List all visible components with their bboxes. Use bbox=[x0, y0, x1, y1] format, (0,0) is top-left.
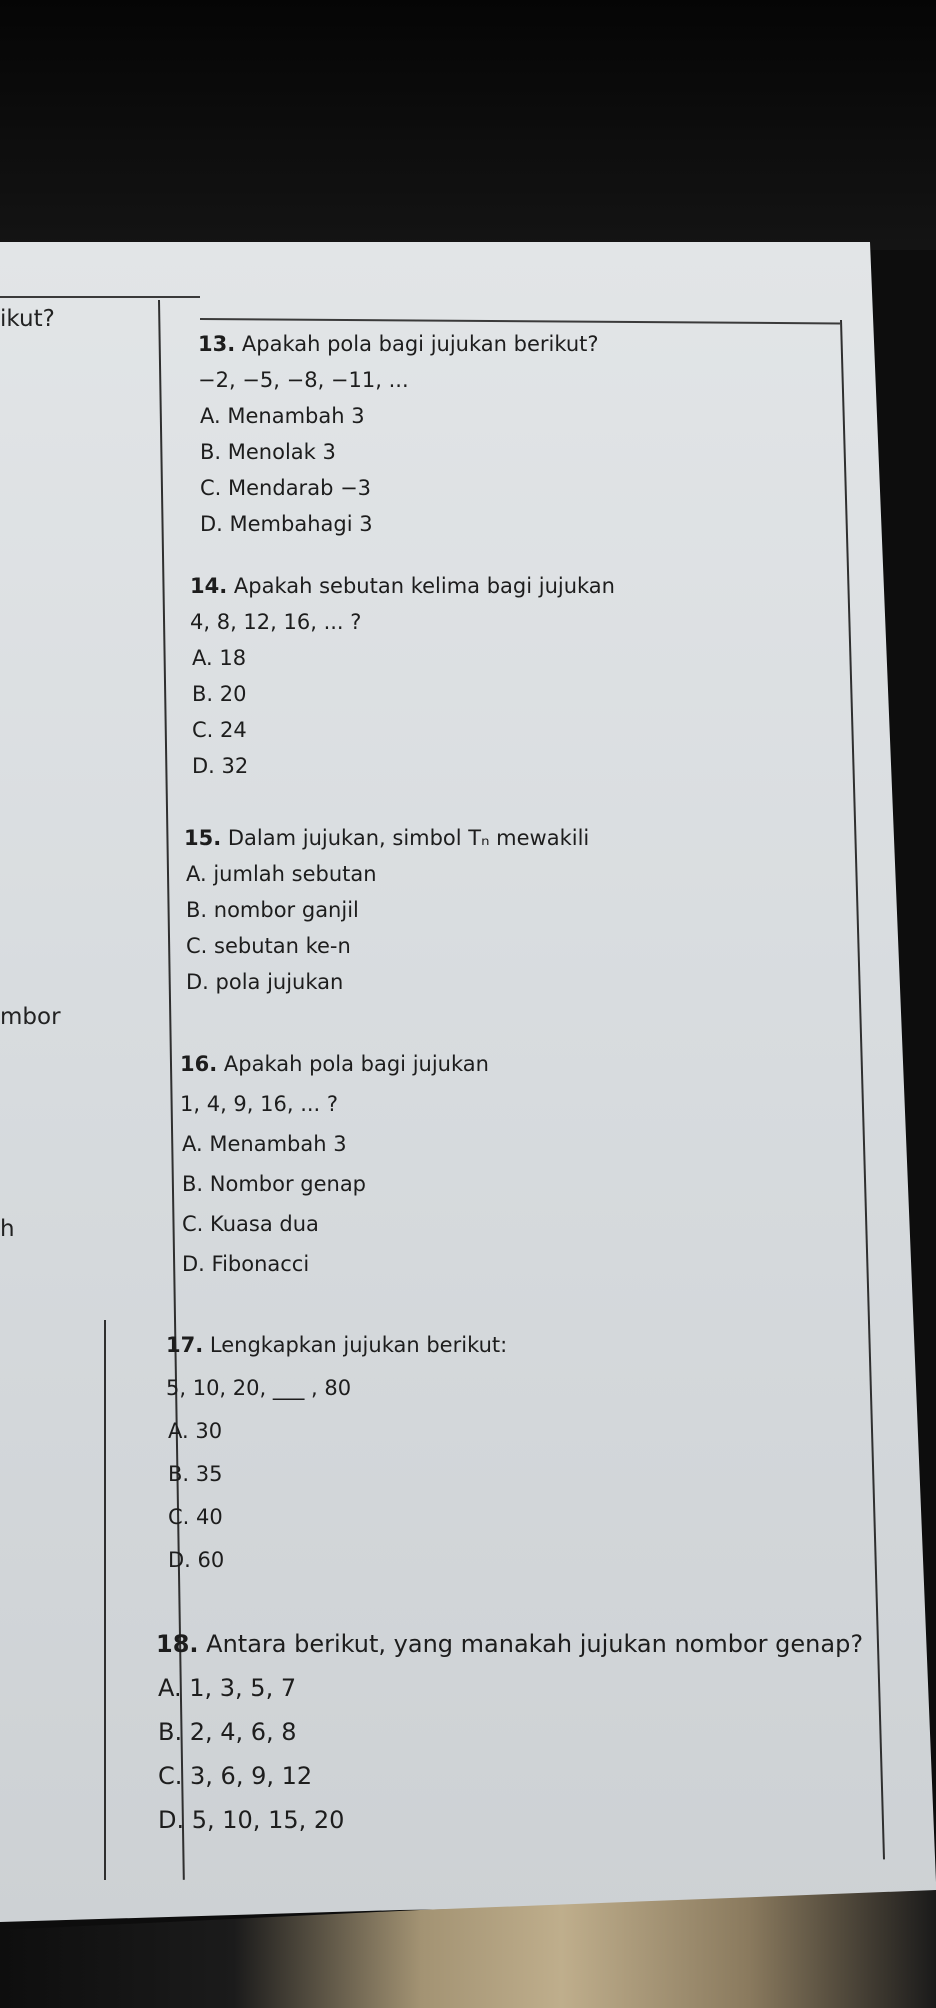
question-14-sequence: 4, 8, 12, 16, ... ? bbox=[190, 610, 362, 634]
question-18-option-b: B. 2, 4, 6, 8 bbox=[158, 1718, 297, 1746]
question-16-text: Apakah pola bagi jujukan bbox=[223, 1052, 489, 1076]
question-17-option-a: A. 30 bbox=[168, 1419, 223, 1443]
question-16 bbox=[180, 1044, 489, 1284]
question-16-option-d: D. Fibonacci bbox=[182, 1252, 310, 1276]
question-18-option-d: D. 5, 10, 15, 20 bbox=[158, 1806, 345, 1834]
question-14-number: 14. bbox=[190, 574, 228, 598]
question-14-option-c: C. 24 bbox=[192, 718, 247, 742]
question-13-option-c: C. Mendarab −3 bbox=[200, 476, 372, 500]
question-15 bbox=[184, 820, 589, 1000]
question-18-option-a: A. 1, 3, 5, 7 bbox=[158, 1674, 297, 1702]
question-17-sequence: 5, 10, 20, ___ , 80 bbox=[166, 1376, 352, 1400]
question-17-stem bbox=[166, 1324, 507, 1367]
question-15-option-d: D. pola jujukan bbox=[186, 970, 344, 994]
question-13-option-a: A. Menambah 3 bbox=[200, 404, 365, 428]
question-14-option-d: D. 32 bbox=[192, 754, 249, 778]
cut-off-text-top: ikut? bbox=[0, 306, 55, 332]
question-18 bbox=[156, 1622, 863, 1842]
question-13-text: Apakah pola bagi jujukan berikut? bbox=[241, 332, 599, 356]
question-13-sequence: −2, −5, −8, −11, ... bbox=[198, 368, 409, 392]
dark-background-top bbox=[0, 0, 936, 250]
question-16-option-c: C. Kuasa dua bbox=[182, 1212, 319, 1236]
question-15-option-b: B. nombor ganjil bbox=[186, 898, 359, 922]
question-16-option-a: A. Menambah 3 bbox=[182, 1132, 347, 1156]
question-18-text: Antara berikut, yang manakah jujukan nombor genap? bbox=[206, 1630, 864, 1658]
question-13-option-b: B. Menolak 3 bbox=[200, 440, 336, 464]
question-18-option-c: C. 3, 6, 9, 12 bbox=[158, 1762, 313, 1790]
question-17-option-c: C. 40 bbox=[168, 1505, 223, 1529]
cut-off-text-low: h bbox=[0, 1216, 15, 1242]
question-13-stem bbox=[198, 326, 599, 362]
question-15-option-a: A. jumlah sebutan bbox=[186, 862, 377, 886]
question-18-number: 18. bbox=[156, 1630, 199, 1658]
column-divider-outer bbox=[104, 1320, 106, 1880]
question-17-option-d: D. 60 bbox=[168, 1548, 225, 1572]
question-17-text: Lengkapkan jujukan berikut: bbox=[209, 1333, 508, 1357]
question-17-number: 17. bbox=[166, 1333, 204, 1357]
question-14-option-b: B. 20 bbox=[192, 682, 247, 706]
question-15-option-c: C. sebutan ke-n bbox=[186, 934, 351, 958]
question-13-number: 13. bbox=[198, 332, 236, 356]
question-14 bbox=[190, 568, 615, 784]
question-13 bbox=[198, 326, 599, 542]
question-15-number: 15. bbox=[184, 826, 222, 850]
question-14-stem bbox=[190, 568, 615, 604]
question-15-stem bbox=[184, 820, 589, 856]
question-16-option-b: B. Nombor genap bbox=[182, 1172, 367, 1196]
question-16-number: 16. bbox=[180, 1052, 218, 1076]
question-17 bbox=[166, 1324, 507, 1582]
cut-off-text-middle: mbor bbox=[0, 1004, 61, 1030]
question-16-sequence: 1, 4, 9, 16, ... ? bbox=[180, 1092, 339, 1116]
question-14-text: Apakah sebutan kelima bagi jujukan bbox=[233, 574, 615, 598]
question-17-option-b: B. 35 bbox=[168, 1462, 223, 1486]
question-15-text: Dalam jujukan, simbol Tₙ mewakili bbox=[227, 826, 590, 850]
question-13-option-d: D. Membahagi 3 bbox=[200, 512, 373, 536]
question-16-stem bbox=[180, 1044, 489, 1084]
question-14-option-a: A. 18 bbox=[192, 646, 247, 670]
question-18-stem bbox=[156, 1622, 863, 1666]
